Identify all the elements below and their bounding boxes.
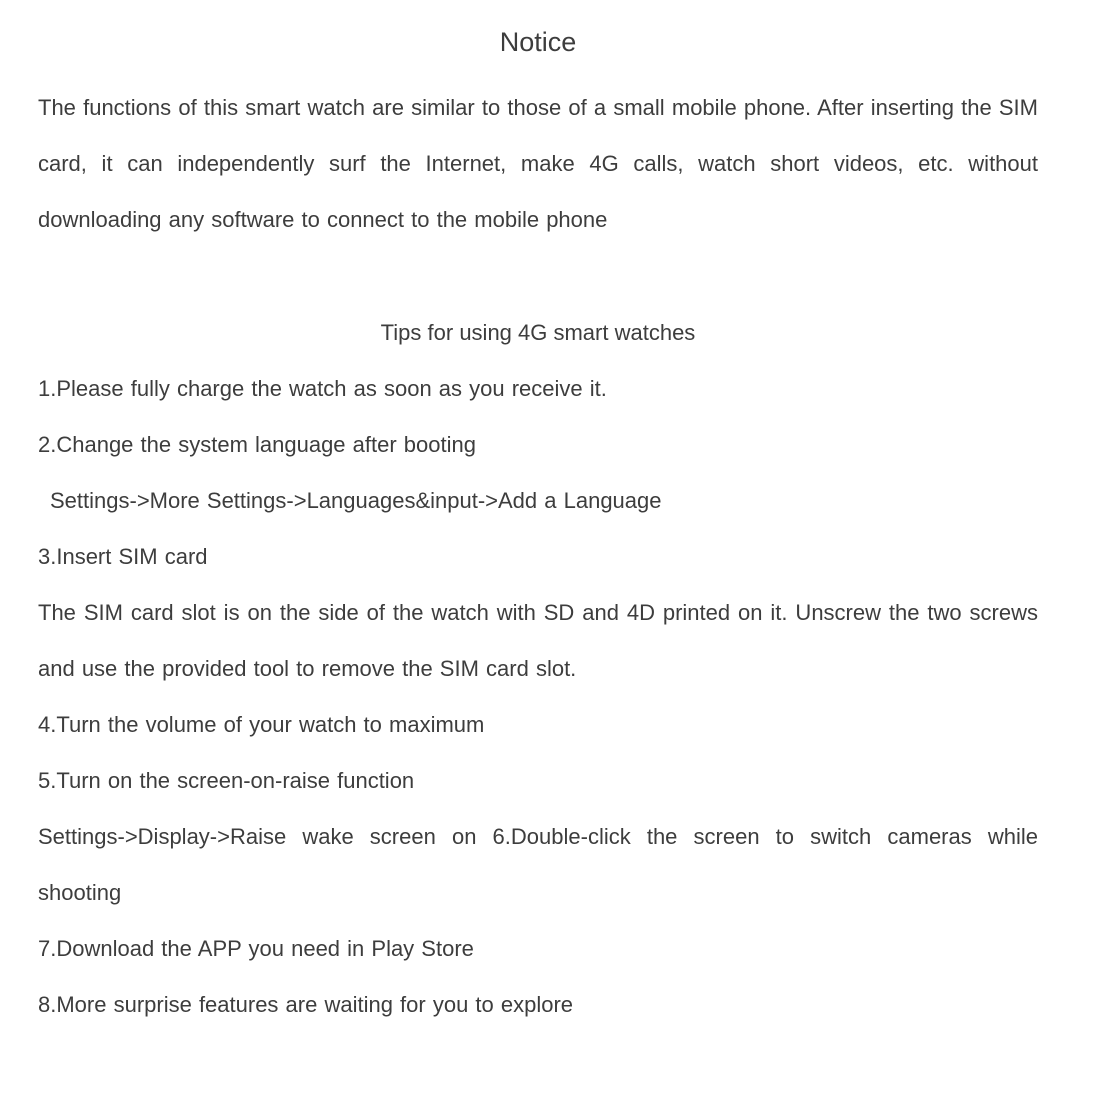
tip-change-language: 2.Change the system language after booting xyxy=(38,432,476,457)
tip-charge-watch: 1.Please fully charge the watch as soon as you receive it. xyxy=(38,376,607,401)
tip-insert-sim-card: 3.Insert SIM card xyxy=(38,544,208,569)
tip-language-settings-path: Settings->More Settings->Languages&input->Add a Language xyxy=(50,488,662,513)
intro-paragraph: The functions of this smart watch are similar to those of a small mobile phone. After inserting the SIM card, it can independently surf the Internet, make 4G calls, watch short videos, etc. without downloading any software to connect to the mobile phone xyxy=(38,95,1038,232)
tip-download-app: 7.Download the APP you need in Play Store xyxy=(38,936,474,961)
page-title: Notice xyxy=(499,27,577,57)
tip-volume-maximum: 4.Turn the volume of your watch to maximum xyxy=(38,712,485,737)
settings-display-paragraph: Settings->Display->Raise wake screen on 6.Double-click the screen to switch cameras while shooting xyxy=(38,824,1038,905)
sim-slot-paragraph: The SIM card slot is on the side of the watch with SD and 4D printed on it. Unscrew the two screws and use the provided tool to remove the SIM card slot. xyxy=(38,600,1038,681)
tips-heading: Tips for using 4G smart watches xyxy=(380,320,696,345)
tip-more-features: 8.More surprise features are waiting for you to explore xyxy=(38,992,574,1017)
tip-screen-on-raise: 5.Turn on the screen-on-raise function xyxy=(38,768,415,793)
